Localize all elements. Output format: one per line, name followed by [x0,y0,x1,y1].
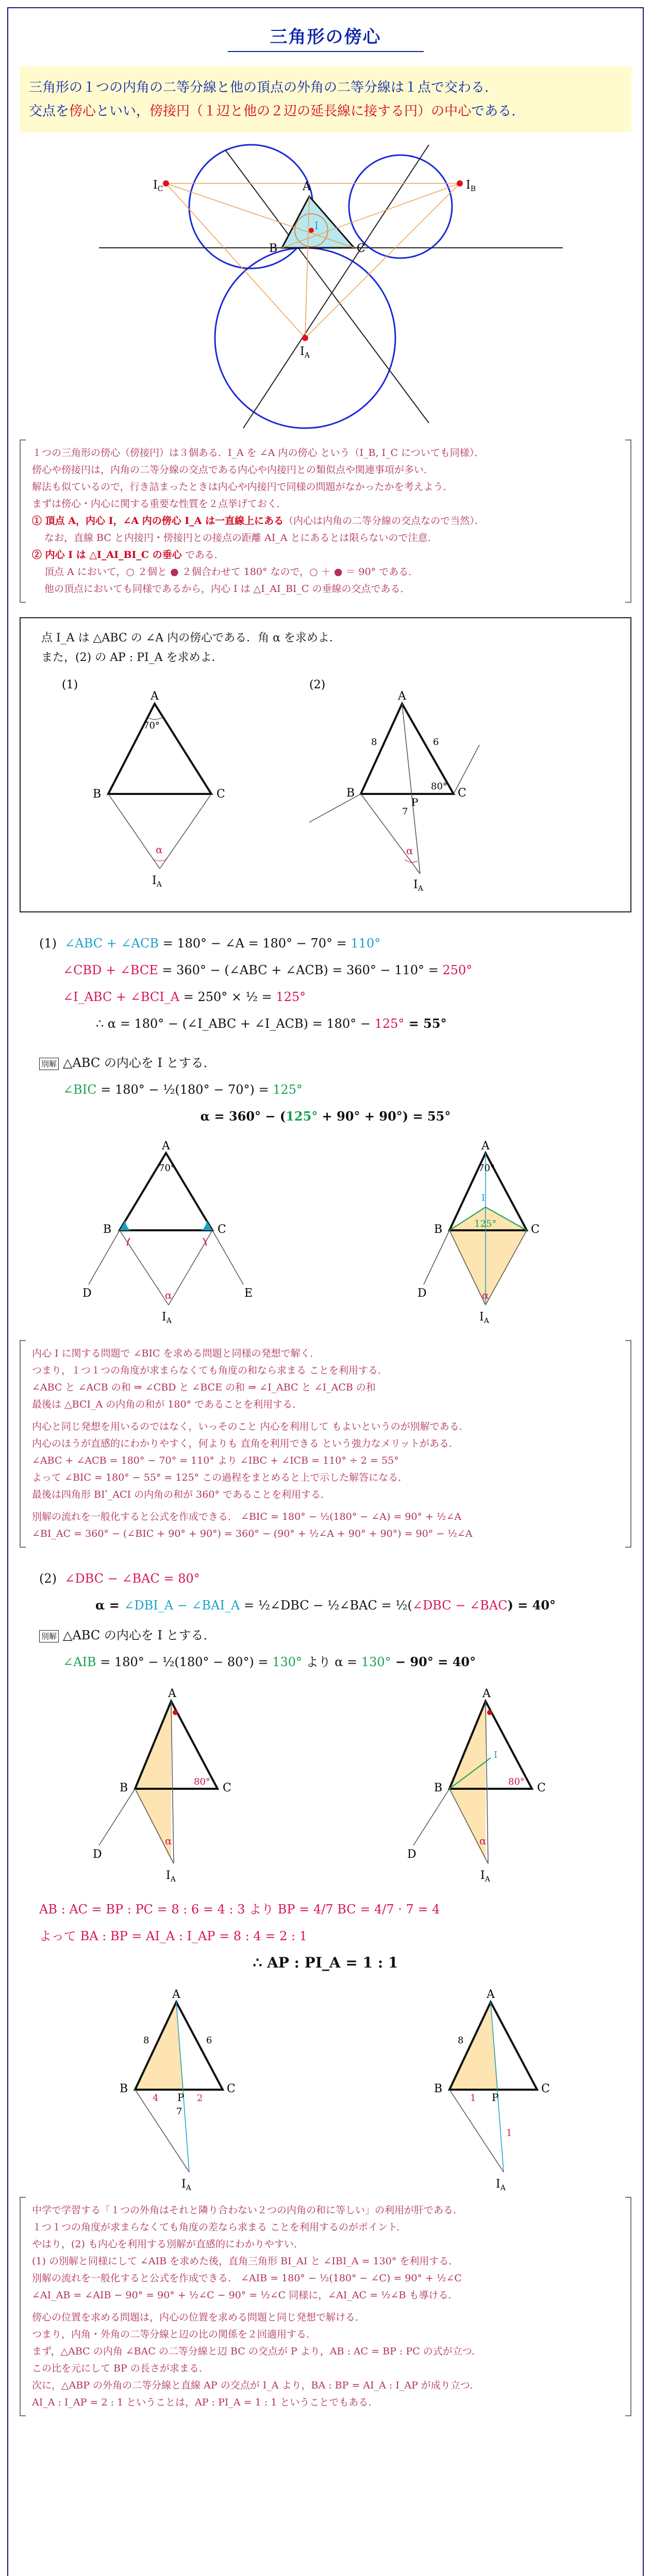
sol2-alt-line2: ∠AIB = 180° − ½(180° − 80°) = 130° より α = 130° − 90° = 40° [63,1654,476,1669]
s2b-left-side-7: 7 [176,2106,182,2117]
s2b-left-label-a: A [172,1988,180,2001]
s1-left-angle-70: 70° [158,1163,175,1174]
s2a-left-angle-80: 80° [193,1776,210,1787]
excircle-figure [68,134,583,433]
note3-line: (1) の別解と同様にして ∠AIB を求めた後，直角三角形 BI_AI と ∠IBI_A = 130° を利用する． [32,2256,459,2267]
sol1-alt-line1: 別解 △ABC の内心を I とする． [39,1049,612,1076]
s2b-right-label-b: B [433,2082,442,2095]
solution-2-figures-top [42,1681,609,1887]
s2b-left-n2: 2 [196,2093,203,2104]
p1-alpha: α [156,843,163,856]
s2b-right-n1: 1 [470,2093,476,2104]
s1-left-label-ia: $I_A$ [161,1311,172,1325]
solution-2-ratio [8,1896,643,1976]
fig1-label-a: A [302,180,311,193]
problem-figures [41,668,598,894]
page-title: 三角形の傍心 [270,27,381,47]
solution-2-figures-bottom [42,1981,609,2192]
s2b-left-label-b: B [119,2082,128,2095]
note1-line: なお，直線 BC と内接円・傍接円との接点の距離 AI_A とにあるとは限らないので注意． [44,532,438,544]
solution-2 [8,1565,643,1675]
excenter-a-dot [302,335,308,341]
s2b-right-n1b: 1 [506,2128,512,2139]
p2-side-6: 6 [433,737,439,748]
note2-line: 内心と同じ発想を用いるのではなく，いっそのこと 内心を利用して もよいというのが別解である． [32,1421,469,1432]
note1-line: ① 頂点 A，内心 I，∠A 内の傍心 I_A は一直線上にある（内心は内角の二等分線の交点なので当然）． [32,515,485,527]
p1-label-a: A [151,690,159,703]
note3-line: 傍心の位置を求める問題は，内心の位置を求める問題と同じ発想で解ける． [32,2312,365,2323]
fig1-label-ic: $I_C$ [153,179,163,193]
s1-right-angle-125: 125° [474,1218,496,1229]
p2-label-a: A [398,690,406,703]
note1-line: １つの三角形の傍心（傍接円）は３個ある．I_A を ∠A 内の傍心 という（I_B, I_C についても同様）． [32,447,485,459]
note2-line: よって ∠BIC = 180° − 55° = 125° この過程をまとめると上で示した解答になる． [32,1472,408,1483]
s1-left-label-a: A [161,1140,170,1153]
note2-line: 最後は △BCI_A の内角の和が 180° であることを利用する． [32,1399,303,1410]
s1-left-label-b: B [103,1223,111,1236]
note1-line: ② 内心 I は △I_AI_BI_C の垂心 である． [32,549,224,561]
note1-line: 他の頂点においても同様であるから，内心 I は △I_AI_BI_C の垂線の交点である． [44,583,410,595]
s1-left-label-d: D [82,1287,92,1300]
definition-line-2 [29,99,622,123]
note-solution-1 [20,1340,631,1548]
p2-angle-80: 80° [431,781,447,792]
note1-line: 傍心や傍接円は，内角の二等分線の交点である内心や内接円との類似点や関連事項が多い． [32,464,434,476]
s2a-right-alpha: α [479,1835,487,1847]
s2b-left-side-6: 6 [206,2035,212,2046]
p2-label-c: C [458,787,466,800]
note-properties [20,439,631,603]
sol1-line4: ∴ α = 180° − (∠I_ABC + ∠I_ACB) = 180° − 125° = 55° [96,1016,447,1031]
problem-line-1: 点 I_A は △ABC の ∠A 内の傍心である．角 α を求めよ． [41,632,341,645]
p2-side-7: 7 [402,806,408,817]
note1-line: まずは傍心・内心に関する重要な性質を２点挙げておく． [32,498,287,510]
p1-label-ia: $I_A$ [152,874,162,889]
fig1-label-b: B [269,242,277,255]
s2b-right-label-ia: $I_A$ [495,2178,506,2192]
s1-right-label-b: B [433,1223,442,1236]
s2a-left-label-a: A [168,1687,176,1700]
sol2-line1: (2) ∠DBC − ∠BAC = 80° [39,1571,200,1586]
s2b-right-label-a: A [486,1988,495,2001]
s2a-right-angle-80: 80° [508,1776,525,1787]
sol2-line2: α = ∠DBI_A − ∠BAI_A = ½∠DBC − ½∠BAC = ½(∠DBC − ∠BAC) = 40° [95,1598,556,1613]
note3-line: やはり，(2) も内心を利用する別解が直感的にわかりやすい． [32,2239,304,2250]
s1-right-label-a: A [481,1140,490,1153]
sol2-ratio-line3: ∴ AP : PI_A = 1 : 1 [253,1954,398,1971]
sol1-alt-line3: α = 360° − (125° + 90° + 90°) = 55° [200,1109,451,1124]
s2b-right-side-8: 8 [457,2035,463,2046]
fig1-label-ib: $I_B$ [465,179,476,193]
s1-right-label-c: C [530,1223,540,1236]
sol1-alt-line2: ∠BIC = 180° − ½(180° − 70°) = 125° [63,1082,303,1097]
def-text-e: （１辺と他の２辺の延長線に接する円） [190,104,431,119]
note3-line: つまり，内角・外角の二等分線と辺の比の関係を２回適用する． [32,2329,316,2340]
p2-alpha: α [406,844,413,857]
def-text-a: 交点を [29,104,70,119]
definition-line-1: 三角形の１つの内角の二等分線と他の頂点の外角の二等分線は１点で交わる. [29,80,489,95]
note2-line: つまり，１つ１つの角度が求まらなくても角度の和なら求まる ことを利用する． [32,1365,388,1376]
excircle-c [189,145,313,268]
def-text-g: である. [471,104,516,119]
s2a-right-label-d: D [407,1848,416,1861]
note3-line: AI_A : I_AP = 2 : 1 ということは，AP : PI_A = 1 : 1 ということでもある． [32,2397,378,2408]
s2b-left-n4: 4 [152,2093,158,2104]
note2-line: ∠ABC + ∠ACB = 180° − 70° = 110° より ∠IBC + ∠ICB = 110° ÷ 2 = 55° [32,1455,399,1466]
note3-line: １つ１つの角度が求まらなくても角度の差なら求まる ことを利用するのがポイント． [32,2222,407,2233]
page [7,7,644,2576]
s1-left-label-c: C [217,1223,226,1236]
note3-line: 別解の流れを一般化すると公式を作成できる． ∠AIB = 180° − ½(180° − ∠C) = 90° + ½∠C [32,2273,462,2284]
s1-left-alpha: α [164,1289,172,1301]
solution-1-figures [42,1135,609,1331]
note2-line: ∠BI_AC = 360° − (∠BIC + 90° + 90°) = 360° − (90° + ½∠A + 90° + 90°) = 90° − ½∠A [32,1528,473,1539]
p2-label-b: B [346,787,355,800]
s2a-left-label-c: C [222,1782,231,1794]
s2a-right-label-b: B [433,1782,442,1794]
problem-sub2-label: (2) [309,679,326,691]
p2-label-ia: $I_A$ [413,878,423,893]
note1-line: 解法も似ているので，行き詰まったときは内心や内接円で同様の問題がなかったかを考えよう． [32,481,453,493]
s2a-right-label-a: A [482,1687,491,1700]
incenter-dot [309,228,314,233]
excenter-b-dot [457,180,463,187]
alt-tag: 別解 [39,1630,59,1642]
s2a-right-label-c: C [537,1782,546,1794]
note3-line: まず，△ABC の内角 ∠BAC の二等分線と辺 BC の交点が P より，AB : AC = BP : PC の式が立つ． [32,2346,481,2357]
s2b-left-label-p: P [177,2091,184,2104]
note2-line: 内心 I に関する問題で ∠BIC を求める問題と同様の発想で解く． [32,1348,320,1359]
title-underline [228,51,424,52]
s2a-right-label-ia: $I_A$ [480,1869,490,1884]
def-text-c: といい， [96,104,150,119]
def-keyword-excenter: 傍心 [69,104,96,119]
s2a-left-label-b: B [119,1782,128,1794]
problem-sub1-label: (1) [62,679,78,691]
sol2-alt-line1: 別解 △ABC の内心を I とする． [39,1622,612,1649]
s2b-left-label-c: C [226,2082,236,2095]
note1-line: 頂点 A において，○ ２個と ● ２個合わせて 180° なので，○ ＋ ● ＝ 90° である． [44,566,419,578]
note2-line: 最後は四角形 BIʹ_ACI の内角の和が 360° であることを利用する． [32,1489,330,1500]
s2a-left-alpha: α [164,1835,172,1847]
fig1-label-i: I [314,219,319,232]
note3-line: 中学で学習する「１つの外角はそれと隣り合わない２つの内角の和に等しい」の利用が肝である． [32,2205,463,2216]
s1-right-label-i: I [481,1193,485,1204]
s1-left-label-e: E [244,1287,253,1300]
sol2-ratio-line1: AB : AC = BP : PC = 8 : 6 = 4 : 3 より BP = 4/7 BC = 4/7 · 7 = 4 [39,1902,440,1917]
p2-label-p: P [411,796,419,808]
note3-line: 次に，△ABP の外角の二等分線と直線 AP の交点が I_A より，BA : BP = AI_A : I_AP が成り立つ． [32,2380,480,2391]
note3-line: ∠AI_AB = ∠AIB − 90° = 90° + ½∠C − 90° = ½∠C 同様に，∠AI_AC = ½∠B も導ける． [32,2290,458,2301]
def-text-f: の中心 [431,104,472,119]
alt-tag: 別解 [39,1058,59,1070]
p1-triangle [108,704,211,794]
s2a-right-label-i: I [493,1750,497,1760]
solution-1 [8,930,643,1130]
note2-line: 別解の流れを一般化すると公式を作成できる． ∠BIC = 180° − ½(180° − ∠A) = 90° + ½∠A [32,1511,462,1522]
s1-right-label-d: D [417,1287,427,1300]
p2-side-8: 8 [371,737,377,748]
problem-line-2: また，(2) の AP : PI_A を求めよ． [41,651,223,664]
fig1-label-c: C [356,242,365,255]
s2b-right-label-c: C [541,2082,550,2095]
s2b-left-side-8: 8 [143,2035,149,2046]
sol2-ratio-line2: よって BA : BP = AI_A : I_AP = 8 : 4 = 2 : 1 [39,1929,308,1943]
p1-label-b: B [93,788,102,801]
s2a-left-label-d: D [92,1848,102,1861]
sol1-line2: ∠CBD + ∠BCE = 360° − (∠ABC + ∠ACB) = 360° − 110° = 250° [63,963,473,977]
fig1-label-ia: $I_A$ [299,345,310,360]
note-solution-2 [20,2197,631,2416]
problem-box [20,617,631,912]
sol1-line1: (1) ∠ABC + ∠ACB = 180° − ∠A = 180° − 70° = 110° [39,936,381,951]
definition-box [20,66,631,132]
s2b-right-label-p: P [491,2091,498,2104]
p1-label-c: C [216,788,225,801]
s1-right-label-ia: $I_A$ [479,1311,489,1325]
note2-line: ∠ABC と ∠ACB の和 ⇒ ∠CBD と ∠BCE の和 ⇒ ∠I_ABC と ∠I_ACB の和 [32,1382,376,1393]
s2a-left-label-ia: $I_A$ [165,1869,176,1884]
def-keyword-excircle: 傍接円 [149,104,190,119]
s1-right-alpha: α [481,1289,489,1301]
note2-line: 内心のほうが直感的にわかりやすく，何よりも 直角を利用できる という強力なメリットがある． [32,1438,459,1449]
s1-right-angle-70: 70° [478,1163,495,1174]
note3-line: この比を元にして BP の長さが求まる． [32,2363,209,2374]
sol1-line3: ∠I_ABC + ∠BCI_A = 250° × ½ = 125° [63,990,306,1004]
p1-angle-70: 70° [143,720,160,731]
s2b-left-label-ia: $I_A$ [181,2178,191,2192]
excenter-c-dot [163,180,169,187]
